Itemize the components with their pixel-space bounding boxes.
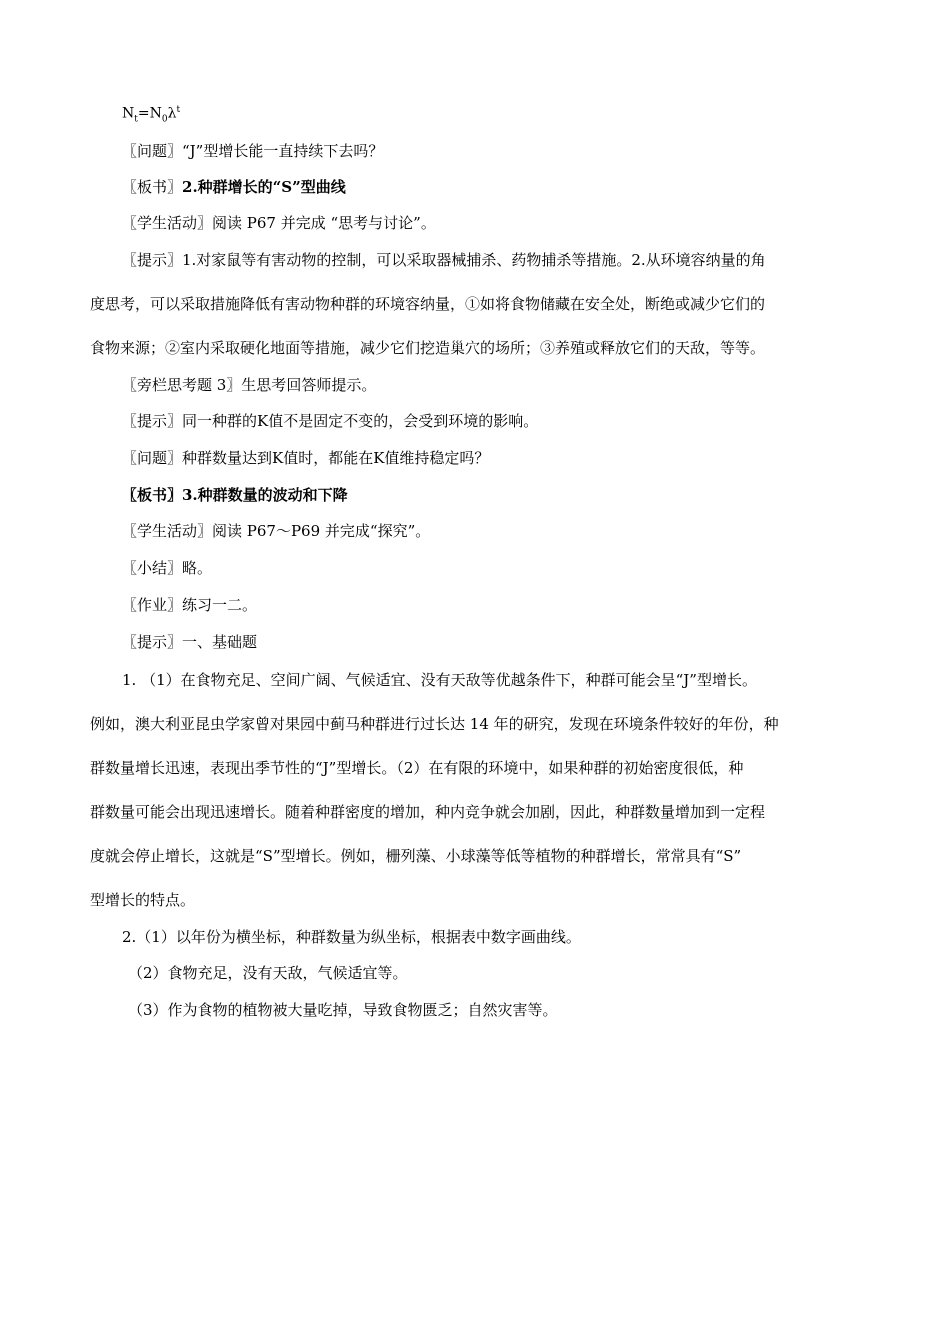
tip-2: 〖提示〗同一种群的K值不是固定不变的，会受到环境的影响。	[122, 412, 539, 430]
summary: 〖小结〗略。	[122, 559, 213, 577]
answer-1-line-3: 群数量增长迅速，表现出季节性的“J”型增长。（2）在有限的环境中，如果种群的初始密度很低，种	[90, 759, 744, 777]
question-1: 〖问题〗“J”型增长能一直持续下去吗？	[122, 142, 384, 160]
student-activity-2: 〖学生活动〗阅读 P67～P69 并完成“探究”。	[122, 522, 431, 540]
answer-1-line-5: 度就会停止增长，这就是“S”型增长。例如，栅列藻、小球藻等低等植物的种群增长，常常具有“S”	[90, 847, 742, 865]
board-title: 2.种群增长的“S”型曲线	[182, 178, 346, 196]
answer-2-line-2: （2）食物充足，没有天敌，气候适宜等。	[128, 964, 408, 982]
student-activity-1: 〖学生活动〗阅读 P67 并完成 “思考与讨论”。	[122, 214, 436, 232]
answer-2-line-1: 2.（1）以年份为横坐标，种群数量为纵坐标，根据表中数字画曲线。	[122, 928, 581, 946]
formula-eq: =N	[137, 105, 162, 122]
formula-sub-t: t	[134, 114, 138, 125]
formula-sub-0: 0	[161, 114, 168, 125]
tip-3: 〖提示〗一、基础题	[122, 633, 258, 651]
answer-2-line-3: （3）作为食物的植物被大量吃掉，导致食物匮乏；自然灾害等。	[128, 1001, 558, 1019]
answer-1-line-4: 群数量可能会出现迅速增长。随着种群密度的增加，种内竞争就会加剧，因此，种群数量增加到一定程	[90, 803, 766, 821]
answer-1-line-1: 1. （1）在食物充足、空间广阔、气候适宜、没有天敌等优越条件下，种群可能会呈“J”型增长。	[122, 671, 757, 689]
answer-1-line-2: 例如，澳大利亚昆虫学家曾对果园中蓟马种群进行过长达 14 年的研究，发现在环境条件较好的年份，种	[90, 715, 779, 733]
answer-1-line-6: 型增长的特点。	[90, 891, 196, 909]
board-heading-3: 〖板书〗3.种群数量的波动和下降	[122, 486, 348, 504]
question-2: 〖问题〗种群数量达到K值时，都能在K值维持稳定吗？	[122, 449, 490, 467]
board-label: 〖板书〗	[122, 178, 183, 196]
formula-line	[122, 100, 902, 129]
formula-sup-t: t	[176, 105, 181, 115]
formula-n: N	[122, 105, 135, 122]
tip-1-line-2: 度思考，可以采取措施降低有害动物种群的环境容纳量，①如将食物储藏在安全处，断绝或减少它们的	[90, 295, 766, 313]
tip-1-line-1: 〖提示〗1.对家鼠等有害动物的控制，可以采取器械捕杀、药物捕杀等措施。2.从环境容纳量的角	[122, 251, 766, 269]
homework: 〖作业〗练习一二。	[122, 596, 258, 614]
board-heading-2	[122, 177, 902, 197]
formula-lambda: λ	[167, 105, 177, 122]
sidebar-question-3: 〖旁栏思考题 3〗生思考回答师提示。	[122, 376, 377, 394]
tip-1-line-3: 食物来源；②室内采取硬化地面等措施，减少它们挖造巢穴的场所；③养殖或释放它们的天敌，等等。	[90, 339, 766, 357]
